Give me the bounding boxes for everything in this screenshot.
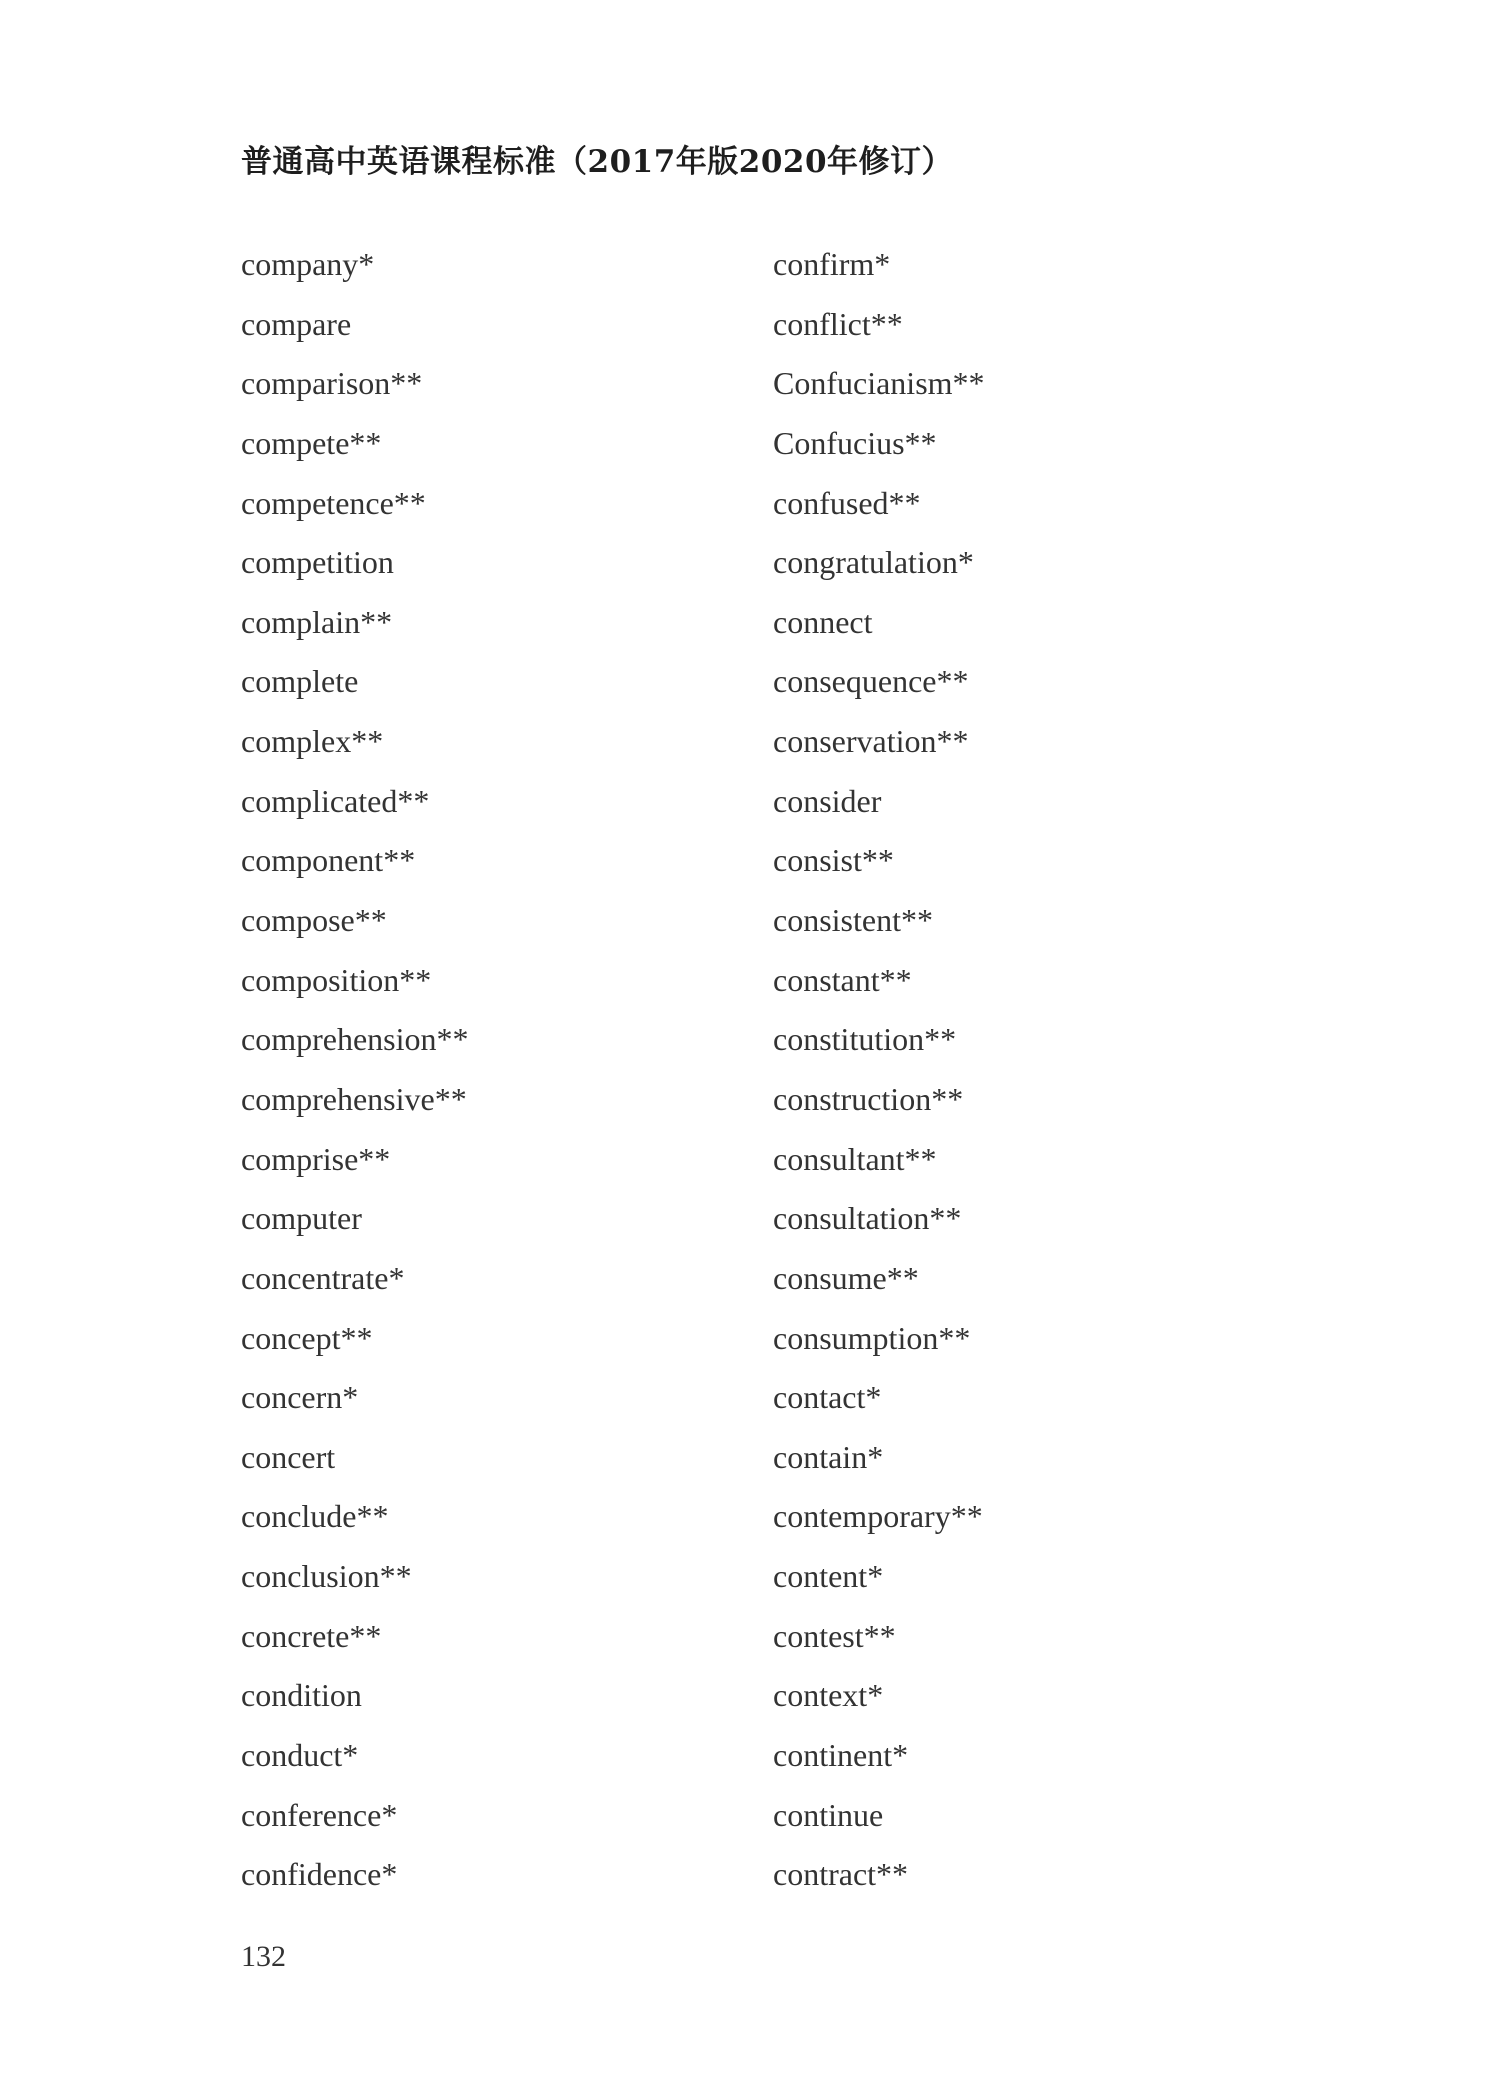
word-entry: condition	[241, 1677, 362, 1714]
word-entry: continent*	[773, 1737, 909, 1774]
page-number: 132	[241, 1940, 286, 1973]
word-entry: comprehension**	[241, 1021, 469, 1058]
word-entry: construction**	[773, 1080, 964, 1117]
word-entry: conference*	[241, 1796, 398, 1833]
word-entry: comparison**	[241, 365, 423, 402]
word-entry: continue	[773, 1796, 884, 1833]
word-entry: connect	[773, 603, 873, 640]
word-entry: consider	[773, 782, 882, 819]
word-entry: comprehensive**	[241, 1080, 467, 1117]
word-entry: competition	[241, 544, 394, 581]
word-entry: competence**	[241, 484, 426, 521]
word-entry: conclude**	[241, 1498, 389, 1535]
word-entry: compose**	[241, 902, 387, 939]
page-header-title: 普通高中英语课程标准（2017年版2020年修订）	[241, 144, 954, 180]
word-entry: complex**	[241, 723, 384, 760]
word-entry: concrete**	[241, 1617, 382, 1654]
word-entry: confused**	[773, 484, 921, 521]
word-entry: consume**	[773, 1259, 919, 1296]
word-entry: confidence*	[241, 1856, 398, 1893]
word-entry: constant**	[773, 961, 912, 998]
word-entry: congratulation*	[773, 544, 974, 581]
word-entry: complete	[241, 663, 359, 700]
word-entry: conclusion**	[241, 1558, 412, 1595]
word-entry: consultant**	[773, 1140, 937, 1177]
word-entry: confirm*	[773, 246, 891, 282]
word-entry: concept**	[241, 1319, 373, 1356]
word-entry: consumption**	[773, 1319, 971, 1356]
word-entry: conservation**	[773, 723, 969, 760]
word-entry: complicated**	[241, 782, 430, 819]
word-entry: composition**	[241, 961, 432, 998]
word-entry: contract**	[773, 1856, 909, 1893]
word-entry: contest**	[773, 1617, 896, 1654]
word-entry: comprise**	[241, 1140, 391, 1177]
word-list-left-column	[241, 245, 469, 1915]
word-entry: concentrate*	[241, 1259, 405, 1296]
word-entry: compete**	[241, 424, 382, 461]
word-entry: Confucius**	[773, 424, 937, 461]
word-entry: contemporary**	[773, 1498, 983, 1535]
word-entry: conduct*	[241, 1737, 359, 1774]
word-entry: complain**	[241, 603, 393, 640]
word-list-right-column	[773, 245, 985, 1915]
word-entry: consultation**	[773, 1200, 962, 1237]
word-entry: Confucianism**	[773, 365, 985, 402]
word-entry: constitution**	[773, 1021, 957, 1058]
word-entry: concern*	[241, 1379, 359, 1416]
word-entry: consequence**	[773, 663, 969, 700]
word-entry: contact*	[773, 1379, 882, 1416]
word-entry: content*	[773, 1558, 884, 1595]
word-entry: conflict**	[773, 305, 903, 342]
word-entry: computer	[241, 1200, 362, 1237]
word-entry: concert	[241, 1438, 336, 1475]
word-entry: context*	[773, 1677, 884, 1714]
word-entry: component**	[241, 842, 416, 879]
word-entry: compare	[241, 305, 352, 342]
word-entry: contain*	[773, 1438, 884, 1475]
word-entry: consist**	[773, 842, 894, 879]
word-entry: company*	[241, 246, 375, 282]
word-entry: consistent**	[773, 902, 933, 939]
